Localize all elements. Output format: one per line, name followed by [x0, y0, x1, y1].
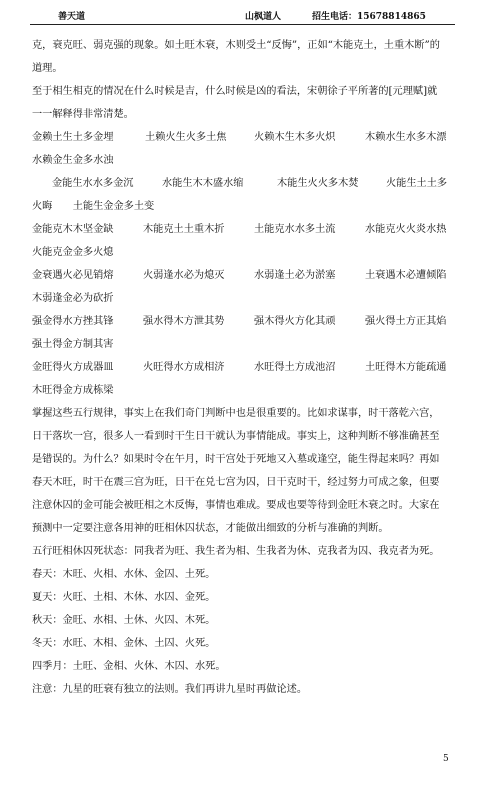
paragraph-line: 春天木旺，时干在震三宫为旺，日干在兑七宫为囚，日干克时干，经过努力可成之象，但要	[32, 477, 440, 488]
header-divider	[30, 24, 455, 25]
document-body	[32, 34, 452, 701]
paragraph-line: 克，衰克旺、弱克强的现象。如土旺木衰，木则受土“反悔”，正如“木能克土，土重木断”的	[32, 40, 440, 51]
verse-cell: 水能克火火炎水热	[365, 224, 447, 235]
verse-cell: 金能克木木坚金缺	[32, 224, 114, 235]
verse-cell: 火弱逢水必为熄灭	[143, 270, 225, 281]
page-header	[30, 6, 455, 24]
paragraph-line: 一一解释得非常清楚。	[32, 109, 134, 120]
season-line-spring: 春天：木旺、火相、水休、金囚、土死。	[32, 569, 216, 580]
paragraph-line: 道理。	[32, 63, 63, 74]
author-name: 山枫道人	[245, 12, 282, 22]
verse-continuation: 木弱逢金必为砍折	[32, 293, 114, 304]
verse-cell: 土赖火生火多土焦	[145, 132, 227, 143]
verse-continuation: 火晦 土能生金金多土变	[32, 201, 155, 212]
verse-cell: 强水得木方泄其势	[143, 316, 225, 327]
verse-cell: 金能生水水多金沉	[52, 178, 134, 189]
phone-label: 招生电话：15678814865	[312, 12, 426, 22]
verse-cell: 木能克土土重木折	[143, 224, 225, 235]
verse-continuation: 强土得金方制其害	[32, 339, 114, 350]
paragraph-line: 日干落坎一宫，很多人一看到时干生日干就认为事情能成。事实上，这种判断不够准确甚至	[32, 431, 440, 442]
verse-cell: 土衰遇木必遭倾陷	[365, 270, 447, 281]
season-line-summer: 夏天：火旺、土相、木休、水囚、金死。	[32, 592, 216, 603]
page-number: 5	[443, 754, 449, 764]
verse-row	[32, 218, 452, 241]
season-line-winter: 冬天：水旺、木相、金休、土囚、火死。	[32, 638, 216, 649]
verse-cell: 金衰遇火必见销熔	[32, 270, 114, 281]
verse-cell: 强金得水方挫其锋	[32, 316, 114, 327]
paragraph-line: 预测中一定要注意各用神的旺相休囚状态，才能做出细致的分析与准确的判断。	[32, 523, 389, 534]
verse-cell: 金赖土生土多金埋	[32, 132, 114, 143]
verse-row	[32, 172, 452, 195]
verse-cell: 火能生土土多	[386, 178, 448, 189]
season-line-four-seasons: 四季月：土旺、金相、火休、木囚、水死。	[32, 661, 226, 672]
verse-cell: 水能生木木盛水缩	[162, 178, 244, 189]
paragraph-line: 至于相生相克的情况在什么时候是吉，什么时候是凶的看法，宋朝徐子平所著的[元理赋]就	[32, 86, 438, 97]
verse-continuation: 火能克金金多火熄	[32, 247, 114, 258]
verse-cell: 强火得土方正其焰	[365, 316, 447, 327]
verse-row	[32, 126, 452, 149]
book-title: 善天道	[58, 12, 86, 22]
verse-cell: 土旺得木方能疏通	[365, 362, 447, 373]
verse-cell: 木赖水生水多木漂	[365, 132, 447, 143]
verse-row	[32, 264, 452, 287]
verse-cell: 强木得火方化其顽	[254, 316, 336, 327]
season-intro: 五行旺相休囚死状态：同我者为旺、我生者为相、生我者为休、克我者为囚、我克者为死。	[32, 546, 440, 557]
verse-cell: 金旺得火方成器皿	[32, 362, 114, 373]
verse-cell: 土能克水水多土流	[254, 224, 336, 235]
verse-cell: 火旺得水方成相济	[143, 362, 225, 373]
verse-cell: 水旺得土方成池沼	[254, 362, 336, 373]
verse-cell: 火赖木生木多火炽	[254, 132, 336, 143]
season-line-autumn: 秋天：金旺、水相、土休、火囚、木死。	[32, 615, 216, 626]
verse-cell: 木能生火火多木焚	[277, 178, 359, 189]
verse-continuation: 木旺得金方成栋梁	[32, 385, 114, 396]
verse-continuation: 水赖金生金多水浊	[32, 155, 114, 166]
note-line: 注意：九星的旺衰有独立的法则。我们再讲九星时再做论述。	[32, 684, 308, 695]
verse-row	[32, 310, 452, 333]
paragraph-line: 是错误的。为什么？如果时令在午月，时干宫处于死地又入墓或逢空，能生得起来吗？再如	[32, 454, 440, 465]
paragraph-line: 注意休囚的金可能会被旺相之木反悔，事情也难成。要成也要等待到金旺木衰之时。大家在	[32, 500, 440, 511]
paragraph-line: 掌握这些五行规律，事实上在我们奇门判断中也是很重要的。比如求谋事，时干落乾六宫，	[32, 408, 440, 419]
verse-row	[32, 356, 452, 379]
verse-cell: 水弱逢土必为淤塞	[254, 270, 336, 281]
